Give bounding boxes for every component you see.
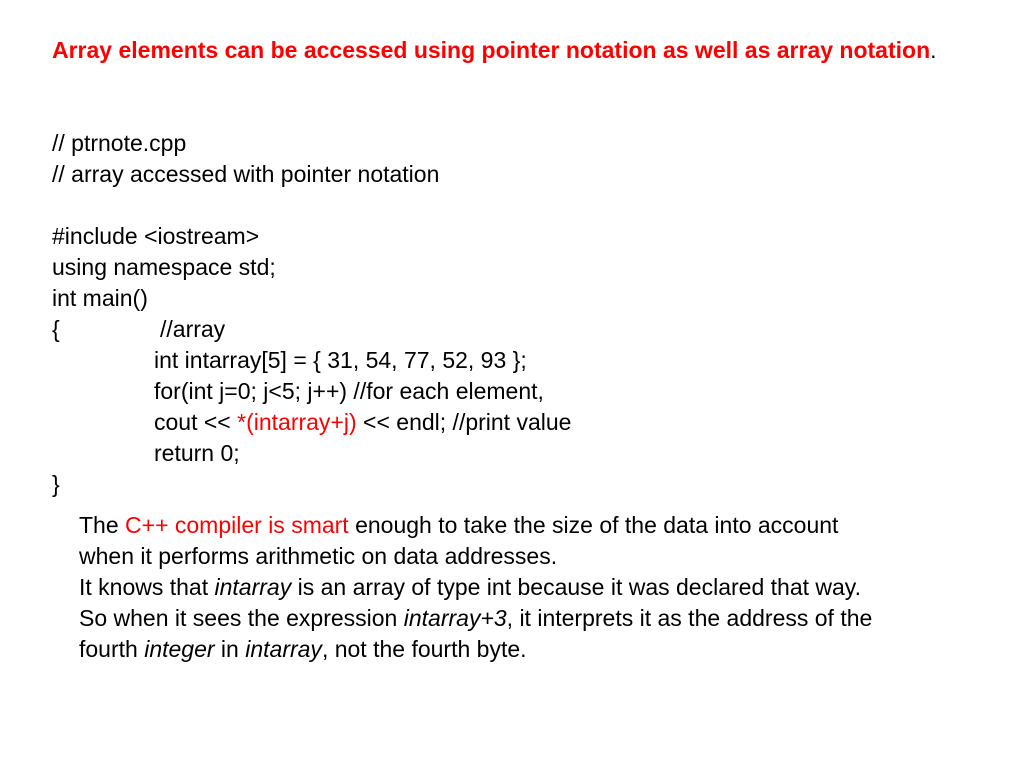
code-main-signature: int main()	[52, 285, 148, 311]
code-for-loop: for(int j=0; j<5; j++) //for each element,	[154, 378, 544, 404]
code-include: #include <iostream>	[52, 223, 260, 249]
explanation-text: is an array of type int because it was declared that way.	[291, 574, 861, 600]
explanation-line-2: when it performs arithmetic on data addresses.	[79, 543, 558, 569]
explanation-text: in	[214, 636, 246, 662]
explanation-text: fourth	[79, 636, 145, 662]
code-array-comment: //array	[160, 316, 226, 342]
slide-title-text: Array elements can be accessed using pointer notation as well as array notation	[52, 37, 931, 63]
explanation-paragraph	[79, 510, 999, 665]
explanation-text: , it interprets it as the address of the	[506, 605, 873, 631]
explanation-line-3	[79, 572, 999, 603]
code-open-brace: {	[52, 316, 60, 342]
code-cout-line	[154, 407, 571, 438]
code-comment-description: // array accessed with pointer notation	[52, 161, 440, 187]
explanation-text: , not the fourth byte.	[321, 636, 527, 662]
explanation-emphasis: intarray+3	[403, 605, 507, 631]
explanation-text: It knows that	[79, 574, 215, 600]
explanation-line-4	[79, 603, 999, 634]
code-pointer-expression: *(intarray+j)	[237, 409, 357, 435]
code-using-namespace: using namespace std;	[52, 254, 276, 280]
slide-title-period: .	[930, 37, 937, 63]
explanation-emphasis: integer	[144, 636, 215, 662]
explanation-emphasis: intarray	[245, 636, 322, 662]
explanation-text: The	[79, 512, 126, 538]
explanation-highlight: C++ compiler is smart	[125, 512, 349, 538]
explanation-line-5	[79, 634, 999, 665]
code-cout-suffix: << endl; //print value	[356, 409, 572, 435]
explanation-text: enough to take the size of the data into account	[348, 512, 839, 538]
explanation-emphasis: intarray	[214, 574, 292, 600]
explanation-text: So when it sees the expression	[79, 605, 404, 631]
code-array-declaration: int intarray[5] = { 31, 54, 77, 52, 93 };	[154, 347, 527, 373]
slide-title	[52, 35, 982, 66]
code-comment-filename: // ptrnote.cpp	[52, 130, 187, 156]
code-close-brace: }	[52, 471, 60, 497]
explanation-line-1	[79, 510, 999, 541]
code-cout-prefix: cout <<	[154, 409, 238, 435]
code-return: return 0;	[154, 440, 240, 466]
